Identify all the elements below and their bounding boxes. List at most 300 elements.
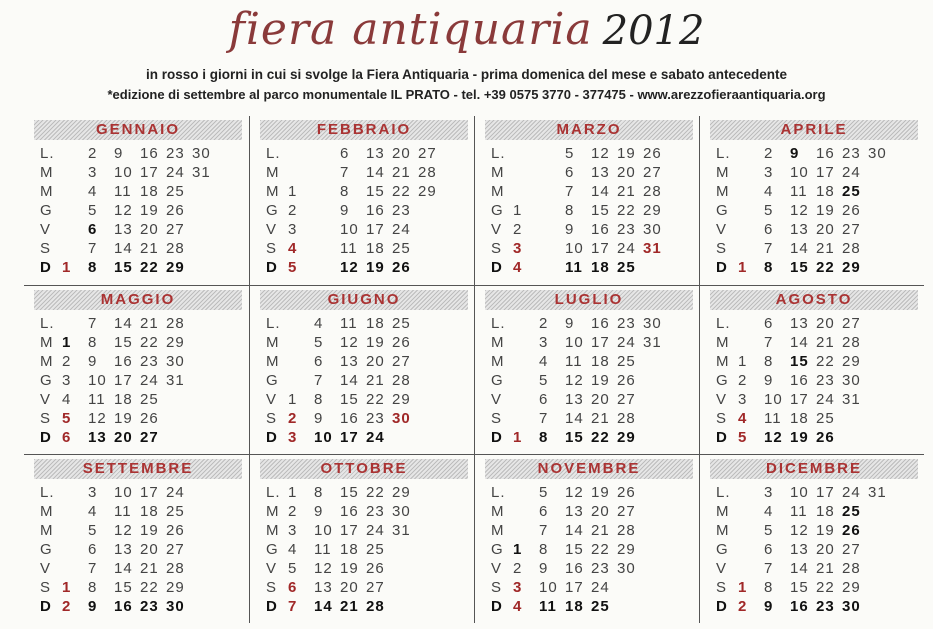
week-row bbox=[716, 371, 921, 390]
day-number: 2 bbox=[738, 598, 748, 615]
week-row bbox=[491, 521, 696, 540]
day-number: 29 bbox=[842, 579, 861, 596]
month-agosto bbox=[699, 285, 924, 454]
day-number: 5 bbox=[539, 372, 549, 389]
weekday-label: L. bbox=[716, 484, 731, 501]
day-number: 25 bbox=[166, 183, 185, 200]
day-number: 20 bbox=[591, 391, 610, 408]
weekday-label: G bbox=[716, 372, 729, 389]
day-number: 7 bbox=[288, 598, 298, 615]
day-number: 27 bbox=[842, 541, 861, 558]
month-name: SETTEMBRE bbox=[34, 459, 242, 479]
day-number: 10 bbox=[314, 522, 333, 539]
day-number: 4 bbox=[764, 183, 774, 200]
day-number: 6 bbox=[565, 164, 575, 181]
month-days bbox=[40, 144, 245, 277]
day-number: 10 bbox=[539, 579, 558, 596]
day-number: 19 bbox=[816, 202, 835, 219]
day-number: 11 bbox=[88, 391, 106, 408]
day-number: 28 bbox=[366, 598, 385, 615]
week-row bbox=[40, 428, 245, 447]
day-number: 28 bbox=[617, 522, 636, 539]
week-row bbox=[716, 220, 921, 239]
day-number bbox=[62, 540, 88, 559]
day-number: 9 bbox=[114, 145, 124, 162]
day-number: 18 bbox=[140, 183, 159, 200]
day-number: 13 bbox=[340, 353, 359, 370]
day-number: 21 bbox=[816, 334, 835, 351]
day-number: 17 bbox=[340, 522, 359, 539]
day-number: 12 bbox=[114, 202, 133, 219]
day-number: 24 bbox=[617, 334, 636, 351]
day-number: 18 bbox=[565, 598, 584, 615]
day-number: 8 bbox=[314, 391, 324, 408]
day-number: 12 bbox=[565, 484, 584, 501]
weekday-label: V bbox=[491, 221, 503, 238]
day-number: 1 bbox=[62, 334, 72, 351]
day-number: 16 bbox=[790, 372, 809, 389]
day-number bbox=[738, 540, 764, 559]
day-number: 5 bbox=[539, 484, 549, 501]
day-number: 24 bbox=[842, 484, 861, 501]
day-number: 16 bbox=[790, 598, 809, 615]
week-row bbox=[716, 333, 921, 352]
week-row bbox=[716, 428, 921, 447]
day-number: 21 bbox=[591, 522, 610, 539]
day-number: 15 bbox=[790, 259, 809, 276]
month-name: GIUGNO bbox=[260, 290, 468, 310]
weekday-label: V bbox=[716, 391, 728, 408]
day-number: 15 bbox=[114, 334, 133, 351]
day-number: 12 bbox=[565, 372, 584, 389]
day-number: 13 bbox=[591, 164, 610, 181]
day-number bbox=[62, 144, 88, 163]
day-number: 30 bbox=[617, 560, 636, 577]
month-febbraio bbox=[249, 116, 474, 285]
day-number: 2 bbox=[288, 410, 298, 427]
weekday-label: M bbox=[491, 503, 505, 520]
day-number: 13 bbox=[114, 221, 133, 238]
day-number: 23 bbox=[140, 598, 159, 615]
week-row bbox=[266, 333, 471, 352]
weekday-label: V bbox=[40, 391, 52, 408]
day-number: 13 bbox=[790, 315, 809, 332]
week-row bbox=[716, 352, 921, 371]
day-number: 20 bbox=[140, 541, 159, 558]
weekday-label: M bbox=[491, 334, 505, 351]
day-number: 12 bbox=[314, 560, 333, 577]
day-number: 10 bbox=[565, 240, 584, 257]
day-number bbox=[62, 182, 88, 201]
day-number: 13 bbox=[790, 221, 809, 238]
day-number: 22 bbox=[816, 579, 835, 596]
day-number: 18 bbox=[816, 503, 835, 520]
day-number: 23 bbox=[842, 145, 861, 162]
day-number: 4 bbox=[513, 259, 523, 276]
day-number: 18 bbox=[591, 259, 610, 276]
subtitle-legend: in rosso i giorni in cui si svolge la Fiera Antiquaria - prima domenica del mese e sabato antecedente bbox=[146, 67, 787, 82]
day-number: 9 bbox=[88, 598, 98, 615]
day-number: 14 bbox=[565, 410, 584, 427]
day-number bbox=[738, 144, 764, 163]
day-number: 27 bbox=[140, 429, 159, 446]
day-number: 2 bbox=[513, 221, 523, 238]
weekday-label: M bbox=[716, 522, 730, 539]
day-number: 3 bbox=[539, 334, 549, 351]
month-dicembre bbox=[699, 454, 924, 623]
day-number: 31 bbox=[392, 522, 411, 539]
day-number: 25 bbox=[166, 503, 185, 520]
day-number: 1 bbox=[62, 259, 72, 276]
week-row bbox=[491, 314, 696, 333]
week-row bbox=[716, 390, 921, 409]
day-number: 5 bbox=[314, 334, 324, 351]
day-number: 28 bbox=[617, 410, 636, 427]
day-number: 20 bbox=[366, 353, 385, 370]
day-number bbox=[513, 502, 539, 521]
weekday-label: D bbox=[491, 429, 503, 446]
day-number: 18 bbox=[366, 315, 385, 332]
day-number: 12 bbox=[790, 522, 809, 539]
week-row bbox=[491, 597, 696, 616]
day-number: 10 bbox=[790, 164, 809, 181]
weekday-label: D bbox=[491, 598, 503, 615]
day-number: 2 bbox=[738, 372, 748, 389]
day-number: 4 bbox=[513, 598, 523, 615]
day-number bbox=[288, 314, 314, 333]
day-number: 22 bbox=[617, 202, 636, 219]
day-number: 4 bbox=[288, 240, 298, 257]
day-number: 16 bbox=[114, 353, 133, 370]
month-name: GENNAIO bbox=[34, 120, 242, 140]
month-name: NOVEMBRE bbox=[485, 459, 693, 479]
week-row bbox=[266, 144, 471, 163]
weekday-label: S bbox=[266, 240, 278, 257]
weekday-label: S bbox=[266, 410, 278, 427]
day-number: 23 bbox=[140, 353, 159, 370]
day-number: 12 bbox=[340, 334, 359, 351]
day-number: 9 bbox=[314, 503, 324, 520]
week-row bbox=[716, 409, 921, 428]
weekday-label: V bbox=[266, 560, 278, 577]
weekday-label: V bbox=[716, 221, 728, 238]
week-row bbox=[266, 597, 471, 616]
week-row bbox=[491, 201, 696, 220]
day-number: 26 bbox=[166, 522, 185, 539]
day-number: 9 bbox=[764, 598, 774, 615]
weekday-label: V bbox=[266, 391, 278, 408]
day-number: 1 bbox=[738, 259, 748, 276]
day-number: 6 bbox=[88, 221, 98, 238]
day-number: 11 bbox=[565, 353, 583, 370]
day-number: 6 bbox=[764, 315, 774, 332]
day-number: 7 bbox=[539, 410, 549, 427]
day-number: 21 bbox=[366, 372, 385, 389]
day-number: 25 bbox=[842, 183, 861, 200]
day-number: 19 bbox=[591, 372, 610, 389]
week-row bbox=[491, 390, 696, 409]
day-number: 31 bbox=[868, 484, 887, 501]
day-number: 22 bbox=[140, 259, 159, 276]
day-number bbox=[62, 314, 88, 333]
day-number: 24 bbox=[166, 164, 185, 181]
day-number: 19 bbox=[816, 522, 835, 539]
day-number: 25 bbox=[392, 240, 411, 257]
week-row bbox=[40, 559, 245, 578]
day-number: 16 bbox=[816, 145, 835, 162]
day-number: 3 bbox=[513, 240, 523, 257]
weekday-label: G bbox=[716, 541, 729, 558]
day-number: 7 bbox=[314, 372, 324, 389]
day-number: 4 bbox=[288, 541, 298, 558]
weekday-label: M bbox=[491, 522, 505, 539]
day-number: 31 bbox=[192, 164, 211, 181]
weekday-label: L. bbox=[491, 145, 506, 162]
day-number bbox=[314, 163, 340, 182]
day-number: 20 bbox=[816, 315, 835, 332]
week-row bbox=[491, 578, 696, 597]
day-number: 5 bbox=[738, 429, 748, 446]
weekday-label: L. bbox=[716, 145, 731, 162]
day-number: 14 bbox=[565, 522, 584, 539]
day-number: 13 bbox=[114, 541, 133, 558]
day-number: 23 bbox=[816, 372, 835, 389]
day-number: 2 bbox=[764, 145, 774, 162]
day-number: 13 bbox=[366, 145, 385, 162]
week-row bbox=[266, 314, 471, 333]
week-row bbox=[266, 540, 471, 559]
day-number: 20 bbox=[617, 164, 636, 181]
weekday-label: L. bbox=[40, 145, 55, 162]
day-number: 9 bbox=[314, 410, 324, 427]
weekday-label: M bbox=[716, 183, 730, 200]
day-number: 15 bbox=[340, 391, 359, 408]
day-number: 26 bbox=[816, 429, 835, 446]
week-row bbox=[716, 502, 921, 521]
day-number: 19 bbox=[366, 334, 385, 351]
weekday-label: M bbox=[40, 164, 54, 181]
weekday-label: M bbox=[266, 334, 280, 351]
day-number: 12 bbox=[790, 202, 809, 219]
month-days bbox=[266, 483, 471, 616]
day-number: 8 bbox=[88, 334, 98, 351]
day-number: 15 bbox=[565, 541, 584, 558]
day-number bbox=[539, 258, 565, 277]
week-row bbox=[491, 559, 696, 578]
day-number bbox=[738, 521, 764, 540]
day-number: 12 bbox=[591, 145, 610, 162]
day-number: 25 bbox=[591, 598, 610, 615]
day-number: 23 bbox=[591, 560, 610, 577]
day-number: 21 bbox=[392, 164, 411, 181]
day-number: 11 bbox=[340, 240, 358, 257]
weekday-label: L. bbox=[491, 484, 506, 501]
day-number: 15 bbox=[790, 579, 809, 596]
day-number: 17 bbox=[340, 429, 359, 446]
day-number: 28 bbox=[842, 240, 861, 257]
day-number: 3 bbox=[288, 221, 298, 238]
day-number: 20 bbox=[816, 541, 835, 558]
day-number: 29 bbox=[643, 202, 662, 219]
weekday-label: V bbox=[40, 560, 52, 577]
month-name: DICEMBRE bbox=[710, 459, 918, 479]
week-row bbox=[266, 163, 471, 182]
day-number bbox=[513, 521, 539, 540]
day-number: 16 bbox=[340, 410, 359, 427]
calendar-grid bbox=[24, 116, 924, 622]
month-days bbox=[716, 144, 921, 277]
day-number: 12 bbox=[88, 410, 107, 427]
month-days bbox=[40, 483, 245, 616]
day-number: 27 bbox=[617, 391, 636, 408]
weekday-label: D bbox=[491, 259, 503, 276]
day-number: 17 bbox=[816, 164, 835, 181]
week-row bbox=[266, 559, 471, 578]
week-row bbox=[40, 371, 245, 390]
week-row bbox=[491, 540, 696, 559]
week-row bbox=[40, 220, 245, 239]
week-row bbox=[491, 182, 696, 201]
week-row bbox=[491, 144, 696, 163]
weekday-label: S bbox=[491, 240, 503, 257]
day-number bbox=[738, 333, 764, 352]
week-row bbox=[40, 163, 245, 182]
day-number: 20 bbox=[114, 429, 133, 446]
day-number: 15 bbox=[114, 579, 133, 596]
day-number: 24 bbox=[816, 391, 835, 408]
day-number: 31 bbox=[643, 334, 662, 351]
day-number: 23 bbox=[166, 145, 185, 162]
day-number: 3 bbox=[88, 484, 98, 501]
week-row bbox=[40, 258, 245, 277]
weekday-label: M bbox=[266, 503, 280, 520]
week-row bbox=[266, 390, 471, 409]
weekday-label: V bbox=[716, 560, 728, 577]
day-number: 16 bbox=[340, 503, 359, 520]
day-number: 27 bbox=[617, 503, 636, 520]
month-name: AGOSTO bbox=[710, 290, 918, 310]
day-number bbox=[513, 182, 539, 201]
day-number bbox=[738, 239, 764, 258]
day-number bbox=[738, 220, 764, 239]
weekday-label: M bbox=[266, 353, 280, 370]
day-number: 10 bbox=[565, 334, 584, 351]
day-number bbox=[738, 559, 764, 578]
day-number: 28 bbox=[166, 240, 185, 257]
day-number: 25 bbox=[617, 353, 636, 370]
day-number: 2 bbox=[62, 353, 72, 370]
day-number: 27 bbox=[418, 145, 437, 162]
day-number: 19 bbox=[617, 145, 636, 162]
day-number: 26 bbox=[617, 484, 636, 501]
day-number: 23 bbox=[617, 221, 636, 238]
weekday-label: G bbox=[40, 202, 53, 219]
day-number: 7 bbox=[764, 334, 774, 351]
day-number: 20 bbox=[140, 221, 159, 238]
day-number: 16 bbox=[140, 145, 159, 162]
day-number bbox=[513, 409, 539, 428]
week-row bbox=[266, 220, 471, 239]
day-number: 21 bbox=[140, 240, 159, 257]
day-number: 19 bbox=[140, 522, 159, 539]
week-row bbox=[266, 502, 471, 521]
weekday-label: M bbox=[491, 164, 505, 181]
day-number bbox=[539, 182, 565, 201]
day-number: 16 bbox=[366, 202, 385, 219]
day-number: 30 bbox=[392, 503, 411, 520]
day-number: 23 bbox=[366, 503, 385, 520]
day-number: 3 bbox=[738, 391, 748, 408]
day-number bbox=[288, 163, 314, 182]
day-number: 20 bbox=[591, 503, 610, 520]
day-number bbox=[314, 239, 340, 258]
day-number: 3 bbox=[288, 429, 298, 446]
day-number: 24 bbox=[140, 372, 159, 389]
day-number: 17 bbox=[140, 484, 159, 501]
day-number: 16 bbox=[591, 221, 610, 238]
week-row bbox=[266, 521, 471, 540]
weekday-label: M bbox=[40, 503, 54, 520]
week-row bbox=[716, 578, 921, 597]
day-number: 22 bbox=[366, 391, 385, 408]
day-number: 22 bbox=[140, 334, 159, 351]
week-row bbox=[491, 163, 696, 182]
day-number: 18 bbox=[816, 183, 835, 200]
week-row bbox=[716, 239, 921, 258]
month-name: MAGGIO bbox=[34, 290, 242, 310]
day-number: 18 bbox=[114, 391, 133, 408]
day-number: 18 bbox=[790, 410, 809, 427]
day-number: 3 bbox=[764, 164, 774, 181]
weekday-label: M bbox=[716, 164, 730, 181]
week-row bbox=[491, 409, 696, 428]
day-number: 20 bbox=[816, 221, 835, 238]
day-number: 11 bbox=[764, 410, 782, 427]
subtitle-contact: *edizione di settembre al parco monumentale IL PRATO - tel. +39 0575 3770 - 377475 - www.arezzofieraantiquaria.org bbox=[107, 87, 826, 102]
day-number bbox=[513, 163, 539, 182]
day-number: 8 bbox=[764, 259, 774, 276]
day-number: 21 bbox=[140, 560, 159, 577]
weekday-label: L. bbox=[266, 484, 281, 501]
day-number bbox=[539, 144, 565, 163]
day-number: 23 bbox=[816, 598, 835, 615]
month-days bbox=[266, 314, 471, 447]
day-number: 12 bbox=[114, 522, 133, 539]
day-number: 19 bbox=[140, 202, 159, 219]
weekday-label: M bbox=[716, 334, 730, 351]
day-number: 26 bbox=[842, 522, 861, 539]
day-number: 27 bbox=[392, 353, 411, 370]
week-row bbox=[716, 201, 921, 220]
day-number: 19 bbox=[591, 484, 610, 501]
day-number: 4 bbox=[88, 183, 98, 200]
day-number: 1 bbox=[513, 541, 523, 558]
week-row bbox=[40, 352, 245, 371]
day-number: 25 bbox=[842, 503, 861, 520]
day-number: 31 bbox=[166, 372, 185, 389]
day-number: 10 bbox=[764, 391, 783, 408]
day-number: 2 bbox=[88, 145, 98, 162]
weekday-label: G bbox=[716, 202, 729, 219]
day-number: 12 bbox=[340, 259, 359, 276]
week-row bbox=[266, 428, 471, 447]
month-days bbox=[716, 314, 921, 447]
weekday-label: V bbox=[266, 221, 278, 238]
day-number: 21 bbox=[340, 598, 359, 615]
weekday-label: D bbox=[716, 259, 728, 276]
month-gennaio bbox=[24, 116, 249, 285]
day-number: 18 bbox=[591, 353, 610, 370]
